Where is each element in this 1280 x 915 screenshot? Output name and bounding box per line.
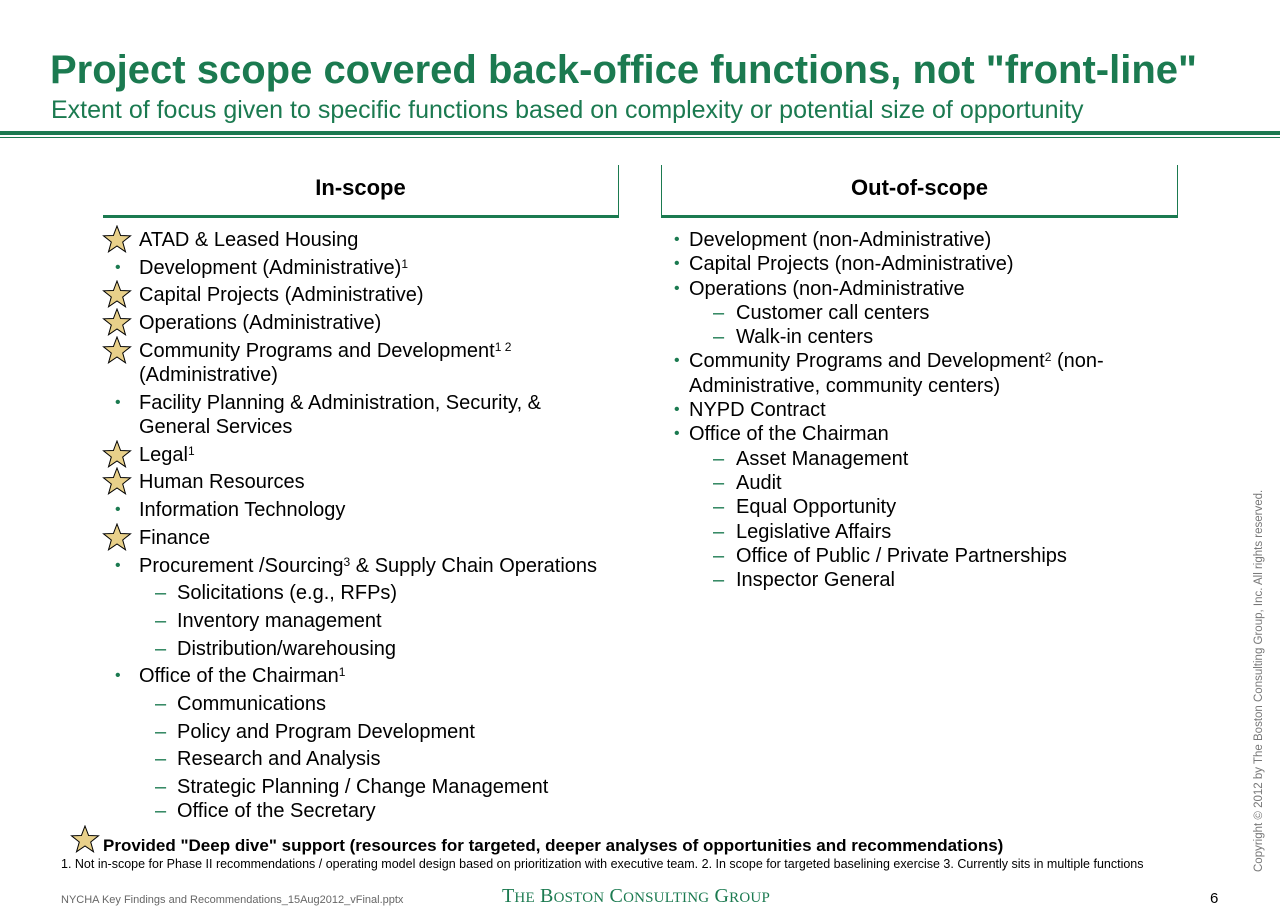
- star-icon: [102, 280, 132, 308]
- sub-list-item: [689, 301, 1104, 325]
- star-icon: [102, 336, 132, 364]
- dash-icon: –: [155, 800, 167, 822]
- out-of-scope-list: [674, 228, 1104, 592]
- sub-list-item: [689, 568, 1104, 592]
- dash-icon: –: [155, 720, 167, 743]
- list-item: [115, 662, 597, 690]
- item-text-line2: Administrative, community centers): [689, 374, 1001, 397]
- item-text: NYPD Contract: [689, 399, 826, 422]
- bullet-icon: •: [674, 279, 680, 297]
- item-text-continued: (non-: [1051, 350, 1104, 373]
- bullet-icon: •: [115, 258, 121, 276]
- sub-list-item: [139, 607, 597, 635]
- bullet-icon: •: [115, 667, 121, 685]
- list-item: [139, 524, 597, 552]
- list-item: [139, 441, 597, 469]
- bullet-icon: •: [115, 556, 121, 574]
- sub-list-item: [139, 745, 597, 773]
- item-text: Inspector General: [736, 569, 895, 592]
- dash-icon: –: [155, 582, 167, 605]
- item-text-line2: General Services: [139, 415, 293, 438]
- dash-icon: –: [713, 326, 725, 349]
- dash-icon: –: [713, 447, 725, 470]
- bullet-icon: •: [674, 401, 680, 419]
- list-item: [139, 226, 597, 254]
- item-text: Information Technology: [139, 499, 346, 522]
- footnote-marker: 1: [401, 256, 409, 271]
- page-number: 6: [1210, 890, 1219, 907]
- list-item: [139, 281, 597, 309]
- copyright-notice: Copyright © 2012 by The Boston Consulting Group, Inc. All rights reserved.: [1253, 489, 1265, 872]
- dash-icon: –: [713, 496, 725, 519]
- sub-list-item: [139, 797, 597, 821]
- sub-list-item: [139, 690, 597, 718]
- item-text: Development (Administrative): [139, 256, 402, 279]
- dash-icon: –: [713, 471, 725, 494]
- sub-list-item: [689, 544, 1104, 568]
- footnote-marker: 2: [1044, 350, 1052, 365]
- dash-icon: –: [713, 301, 725, 324]
- footnote-marker: 3: [343, 554, 351, 569]
- in-scope-heading: In-scope: [103, 165, 619, 218]
- sub-list-item: [689, 325, 1104, 349]
- star-icon: [102, 440, 132, 468]
- sub-list-item: [689, 447, 1104, 471]
- item-text: Community Programs and Development: [689, 350, 1045, 373]
- dash-icon: –: [155, 748, 167, 771]
- legend-text: Provided "Deep dive" support (resources for targeted, deeper analyses of opportunities and recommendations): [103, 836, 1004, 855]
- footnote-marker: 1: [338, 665, 346, 680]
- bullet-icon: •: [115, 501, 121, 519]
- item-text-line2: (Administrative): [139, 363, 278, 386]
- item-text: Procurement /Sourcing: [139, 554, 344, 577]
- footnote-marker: 1: [187, 443, 195, 458]
- company-logo: THE BOSTON CONSULTING GROUP: [502, 885, 770, 907]
- dash-icon: –: [155, 776, 167, 798]
- list-item: [674, 349, 1104, 398]
- star-icon: [70, 825, 100, 853]
- dash-icon: –: [713, 520, 725, 543]
- title-divider-thin: [0, 137, 1280, 138]
- item-text: Finance: [139, 526, 211, 549]
- sub-list-item: [689, 520, 1104, 544]
- item-text: Development (non-Administrative): [689, 229, 992, 251]
- sub-list-item: [139, 718, 597, 746]
- footnotes: 1. Not in-scope for Phase II recommendations / operating model design based on prioritization with executive team. 2. In scope for targeted baselining exercise 3. Currently sits in multiple functions: [61, 857, 1144, 871]
- item-text: Legislative Affairs: [736, 520, 892, 543]
- title-divider: [0, 131, 1280, 135]
- page-title: Project scope covered back-office functions, not "front-line": [50, 48, 1197, 92]
- sub-list-item: [139, 635, 597, 663]
- item-text: Inventory management: [177, 609, 382, 632]
- item-text: Human Resources: [139, 471, 305, 494]
- list-item: [115, 552, 598, 580]
- bullet-icon: •: [115, 393, 121, 411]
- item-text: Policy and Program Development: [177, 720, 475, 743]
- item-text: Operations (non-Administrative: [689, 277, 965, 300]
- footnote-marker: 1 2: [494, 339, 512, 354]
- item-text: Office of Public / Private Partnerships: [736, 544, 1067, 567]
- list-item: [115, 254, 597, 282]
- list-item: [674, 422, 1104, 446]
- list-item: [674, 228, 1104, 252]
- list-item: [139, 337, 597, 389]
- item-text: Strategic Planning / Change Management: [177, 776, 549, 798]
- item-text: Operations (Administrative): [139, 312, 382, 335]
- item-text: Legal: [139, 443, 188, 466]
- bullet-icon: •: [674, 231, 680, 248]
- dash-icon: –: [155, 692, 167, 715]
- item-text: Solicitations (e.g., RFPs): [177, 582, 398, 605]
- sub-list-item: [139, 773, 597, 797]
- list-item: [115, 389, 597, 441]
- list-item: [674, 398, 1104, 422]
- star-icon: [102, 467, 132, 495]
- item-text: Capital Projects (non-Administrative): [689, 253, 1014, 276]
- list-item: [674, 277, 1104, 301]
- item-text: Distribution/warehousing: [177, 637, 397, 660]
- page-subtitle: Extent of focus given to specific functions based on complexity or potential size of opportunity: [51, 96, 1084, 124]
- out-of-scope-heading: Out-of-scope: [661, 165, 1178, 218]
- list-item: [115, 496, 597, 524]
- star-icon: [102, 308, 132, 336]
- sub-list-item: [139, 579, 597, 607]
- item-text: Audit: [736, 471, 782, 494]
- bullet-icon: •: [674, 352, 680, 370]
- dash-icon: –: [155, 609, 167, 632]
- bullet-icon: •: [674, 425, 680, 443]
- item-text: Research and Analysis: [177, 748, 381, 771]
- item-text: Communications: [177, 692, 326, 715]
- item-text: Office of the Chairman: [139, 665, 339, 688]
- sub-list-item: [689, 471, 1104, 495]
- sub-list-item: [689, 495, 1104, 519]
- dash-icon: –: [713, 544, 725, 567]
- item-text: Equal Opportunity: [736, 496, 897, 519]
- star-icon: [102, 523, 132, 551]
- dash-icon: –: [155, 637, 167, 660]
- list-item: [139, 309, 597, 337]
- item-text-continued: & Supply Chain Operations: [350, 554, 598, 577]
- file-name: NYCHA Key Findings and Recommendations_15Aug2012_vFinal.pptx: [61, 894, 404, 906]
- list-item: [674, 252, 1104, 276]
- item-text: Facility Planning & Administration, Security, &: [139, 391, 542, 414]
- item-text: Community Programs and Development: [139, 339, 495, 362]
- item-text: Walk-in centers: [736, 326, 874, 349]
- list-item: [139, 468, 597, 496]
- item-text: Customer call centers: [736, 301, 930, 324]
- item-text: Capital Projects (Administrative): [139, 284, 424, 307]
- bullet-icon: •: [674, 255, 680, 273]
- in-scope-list: [115, 226, 598, 822]
- item-text: ATAD & Leased Housing: [139, 229, 359, 251]
- item-text: Office of the Chairman: [689, 423, 889, 446]
- star-icon: [102, 225, 132, 253]
- dash-icon: –: [713, 569, 725, 592]
- item-text: Office of the Secretary: [177, 800, 376, 822]
- item-text: Asset Management: [736, 447, 909, 470]
